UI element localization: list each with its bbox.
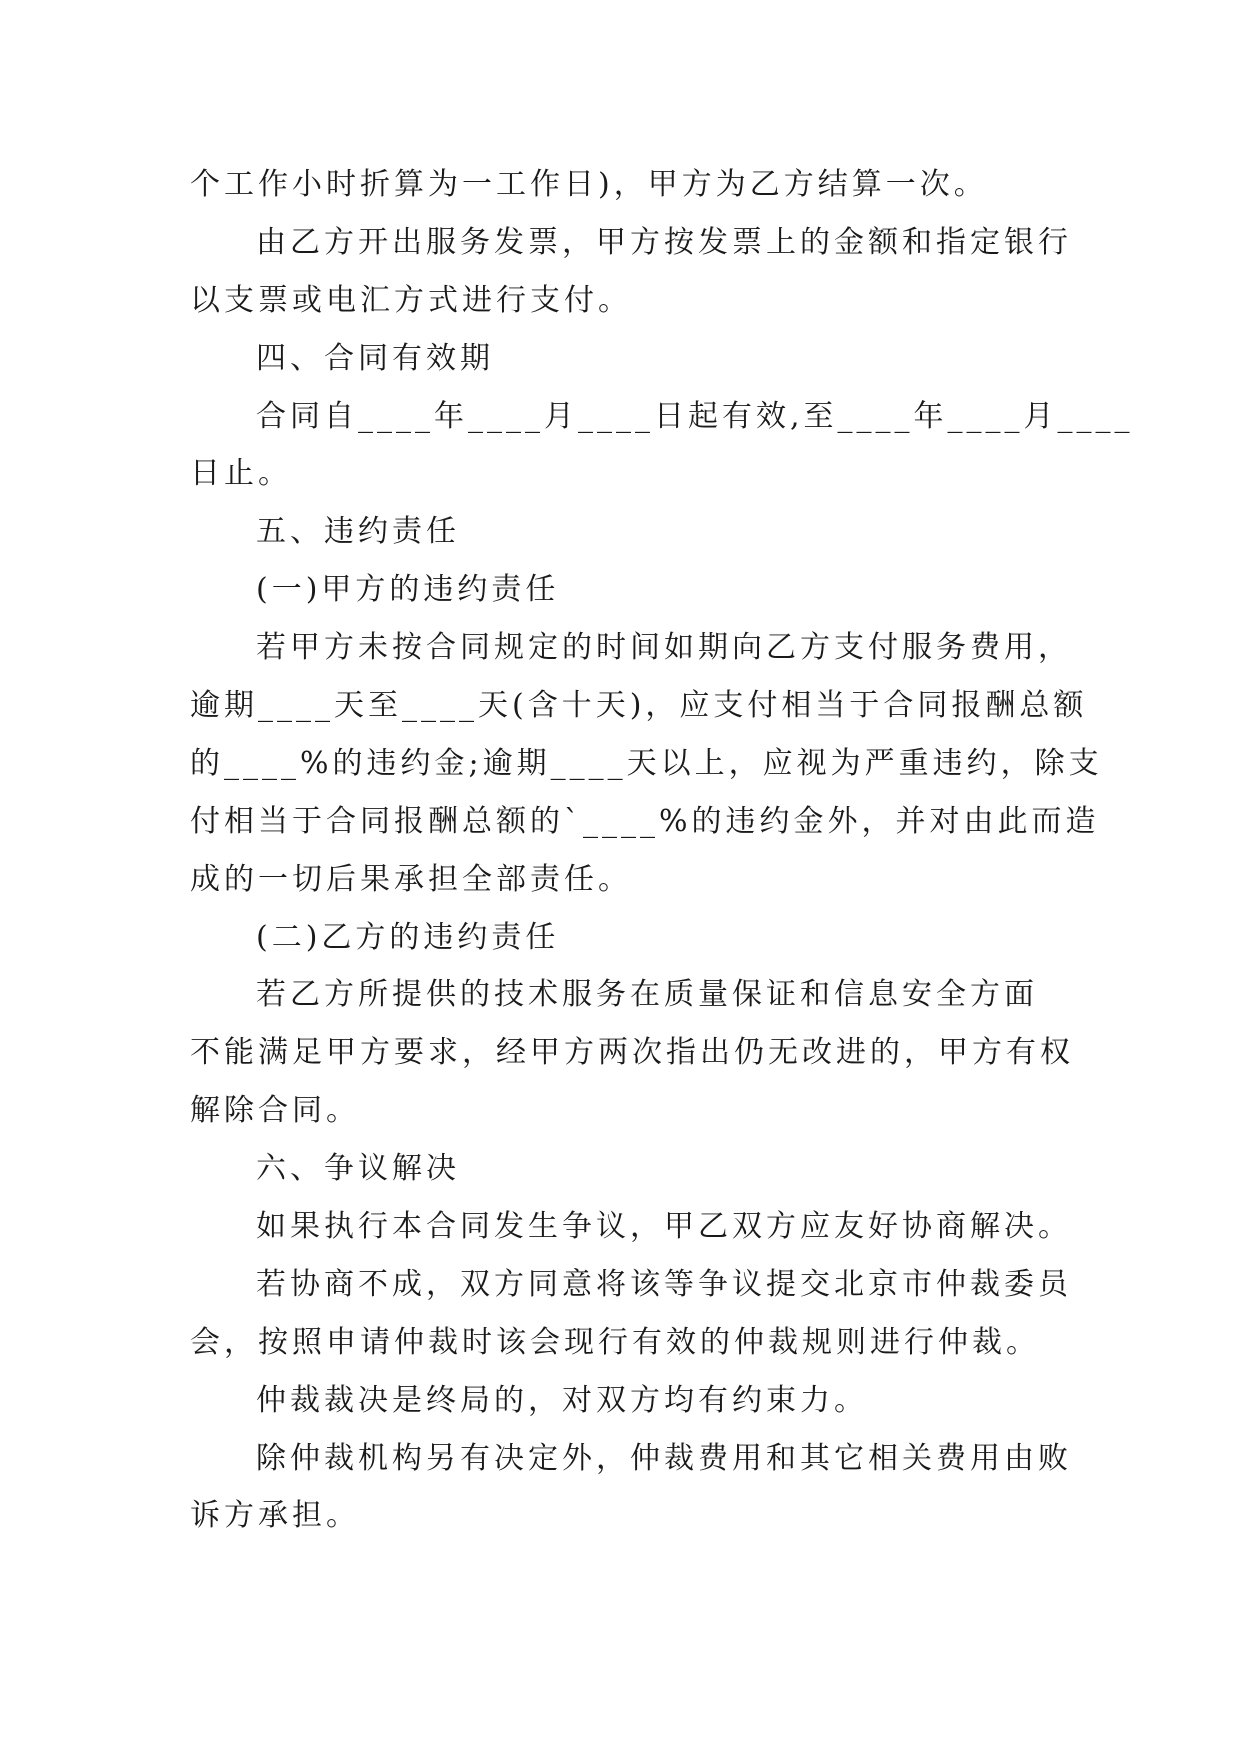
text-line: 合同自____年____月____日起有效,至____年____月____ — [256, 398, 1134, 434]
section-heading: 四、合同有效期 — [256, 340, 494, 376]
text-line: 若甲方未按合同规定的时间如期向乙方支付服务费用， — [256, 630, 1072, 666]
section-heading: 五、违约责任 — [256, 514, 460, 550]
text-line: 付相当于合同报酬总额的`____%的违约金外，并对由此而造 — [190, 803, 1100, 839]
text-line: 会，按照申请仲裁时该会现行有效的仲裁规则进行仲裁。 — [190, 1324, 1040, 1360]
text-line: 不能满足甲方要求，经甲方两次指出仍无改进的，甲方有权 — [190, 1035, 1074, 1071]
text-line: 个工作小时折算为一工作日)，甲方为乙方结算一次。 — [190, 167, 988, 202]
text-line: 仲裁裁决是终局的，对双方均有约束力。 — [256, 1382, 868, 1418]
subsection-heading: (二)乙方的违约责任 — [256, 919, 560, 955]
document-body — [190, 156, 1134, 1545]
text-line: 由乙方开出服务发票，甲方按发票上的金额和指定银行 — [256, 224, 1072, 260]
text-line: 日止。 — [190, 456, 292, 492]
text-line: 逾期____天至____天(含十天)，应支付相当于合同报酬总额 — [190, 688, 1088, 724]
text-line: 除仲裁机构另有决定外，仲裁费用和其它相关费用由败 — [256, 1440, 1072, 1476]
text-line: 以支票或电汇方式进行支付。 — [190, 282, 632, 318]
section-heading: 六、争议解决 — [256, 1151, 460, 1187]
text-line: 解除合同。 — [190, 1093, 360, 1129]
text-line: 如果执行本合同发生争议，甲乙双方应友好协商解决。 — [256, 1209, 1072, 1245]
text-line: 诉方承担。 — [190, 1498, 360, 1534]
subsection-heading: (一)甲方的违约责任 — [256, 572, 560, 608]
text-line: 成的一切后果承担全部责任。 — [190, 861, 632, 897]
text-line: 若协商不成，双方同意将该等争议提交北京市仲裁委员 — [256, 1266, 1072, 1302]
text-line: 若乙方所提供的技术服务在质量保证和信息安全方面 — [256, 977, 1038, 1013]
text-line: 的____%的违约金;逾期____天以上，应视为严重违约，除支 — [190, 745, 1103, 781]
